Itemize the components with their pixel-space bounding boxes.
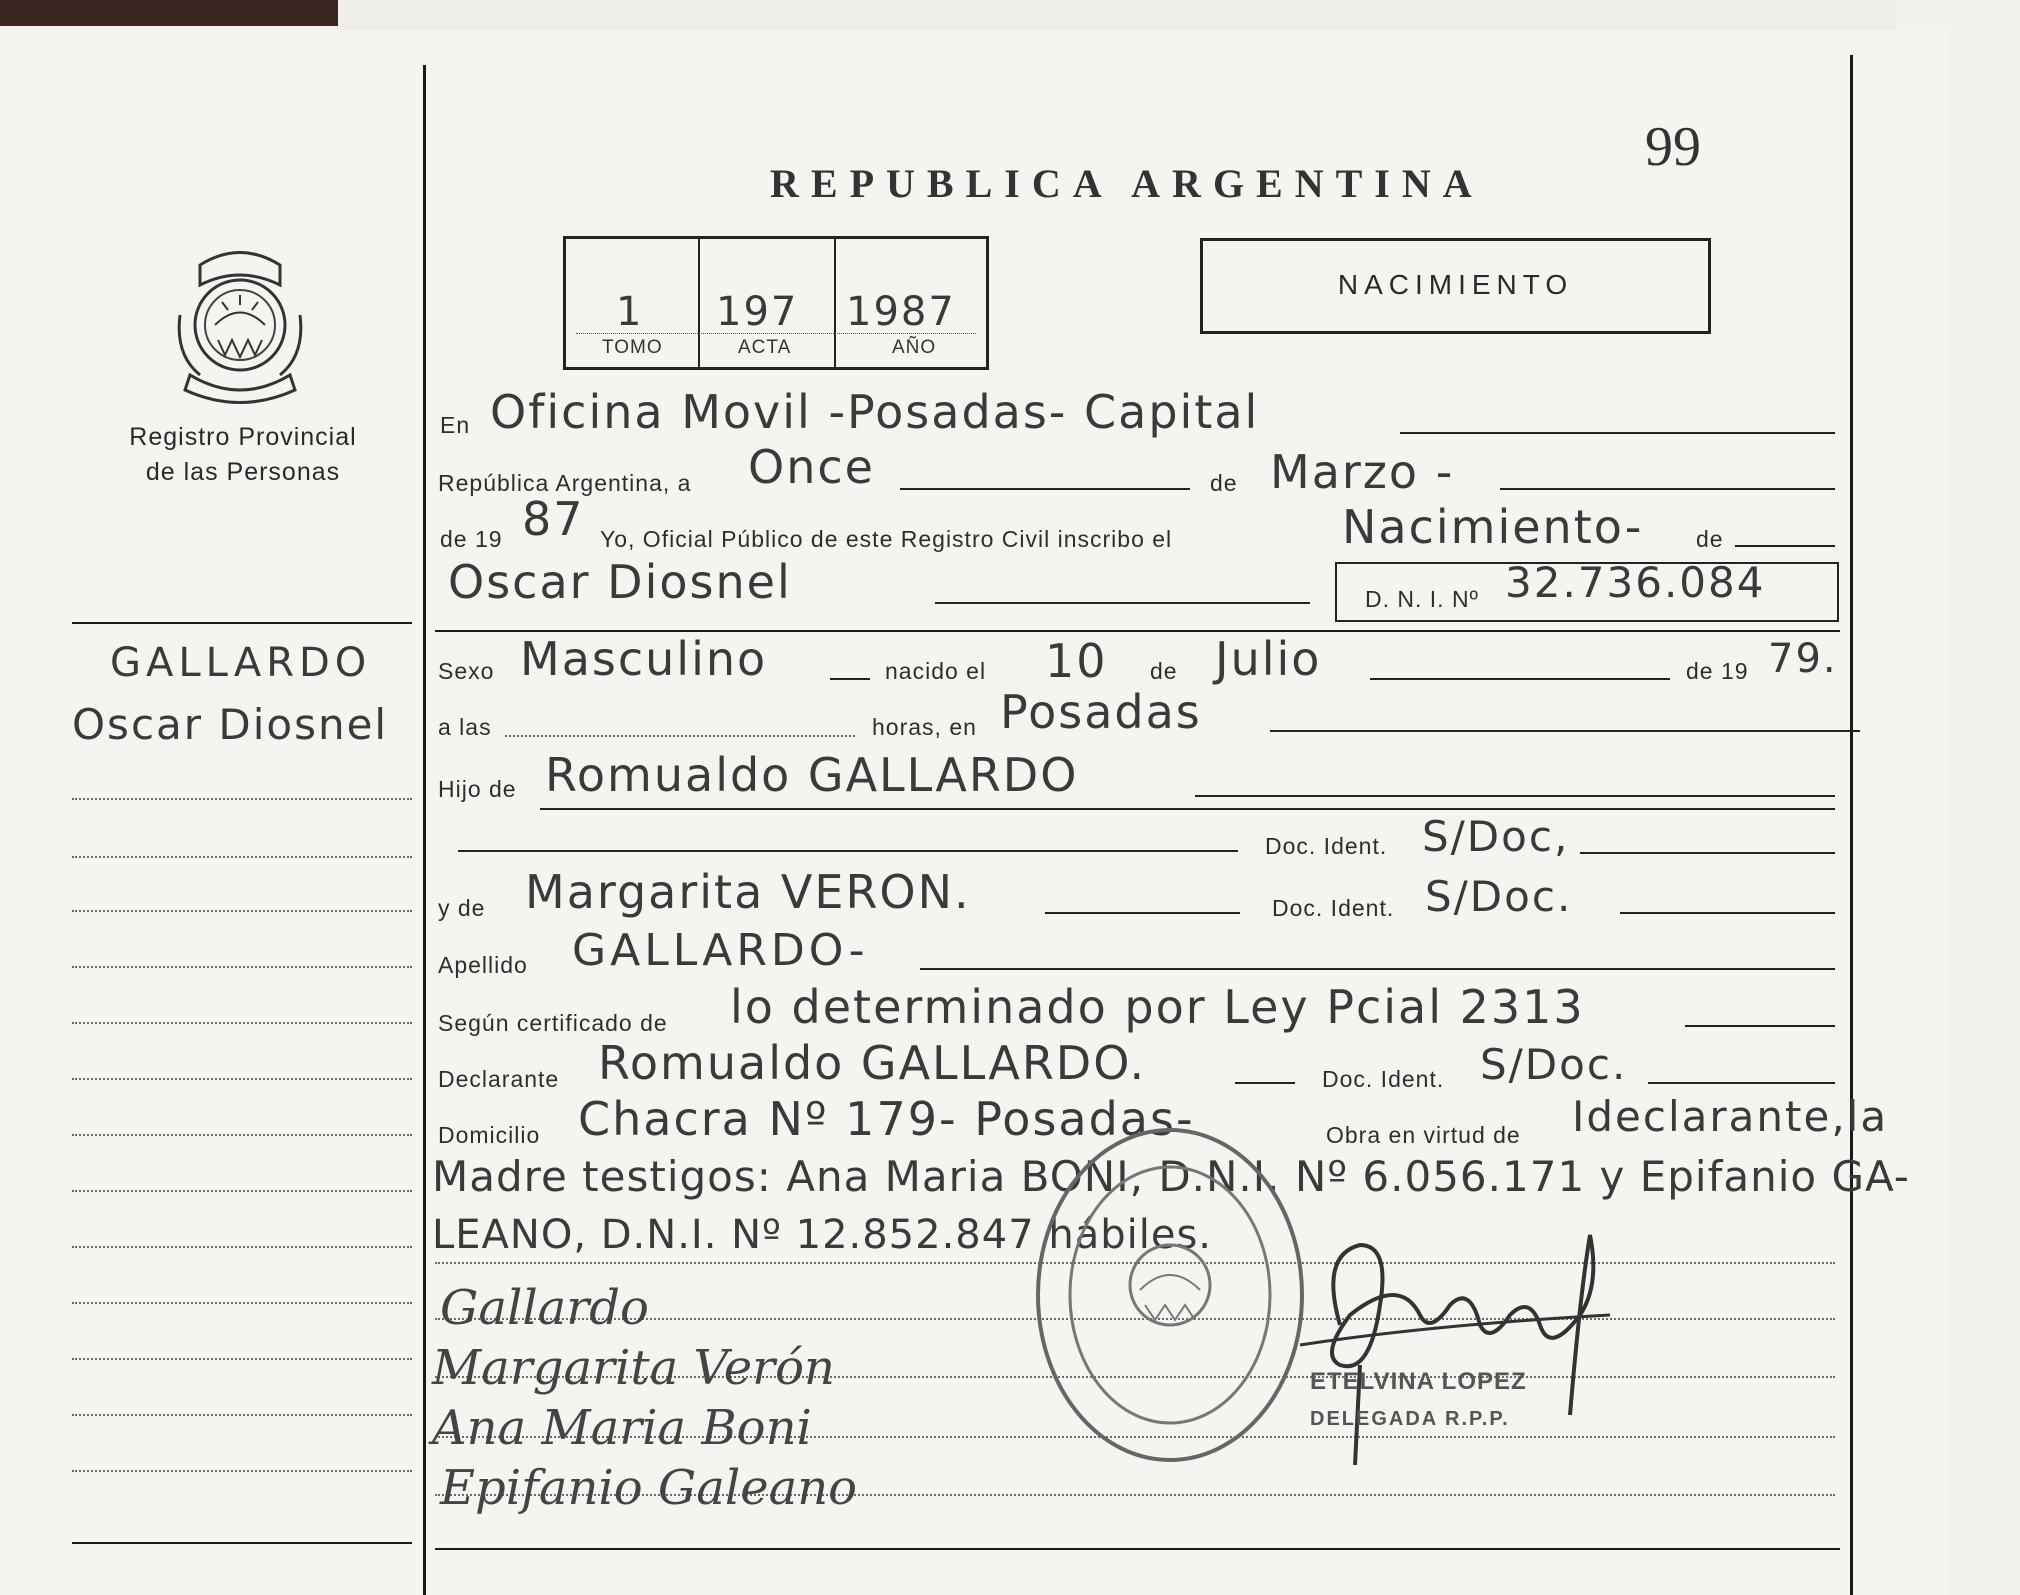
birth-month: Julio — [1215, 632, 1322, 686]
dni-label: D. N. I. Nº — [1365, 586, 1479, 612]
domicilio-value: Chacra Nº 179- Posadas- — [578, 1092, 1195, 1146]
margin-line — [72, 1302, 412, 1304]
act-type: Nacimiento- — [1342, 500, 1644, 554]
fill-line — [1270, 730, 1860, 732]
fill-line — [935, 602, 1310, 604]
father-name: Romualdo GALLARDO — [545, 748, 1079, 802]
de-label: de — [1210, 470, 1238, 496]
declarante-doc: S/Doc. — [1480, 1040, 1628, 1089]
record-id-box — [563, 236, 989, 370]
fill-line — [830, 678, 870, 680]
tomo-value: 1 — [616, 289, 644, 335]
notes-line-1: Madre testigos: Ana Maria BONI, D.N.I. Nº 6.056.171 y Epifanio GA- — [432, 1152, 1910, 1201]
margin-rule — [72, 622, 412, 624]
month-value: Marzo - — [1270, 445, 1455, 499]
person-name: Oscar Diosnel — [448, 555, 792, 609]
margin-line — [72, 1190, 412, 1192]
mother-doc-label: Doc. Ident. — [1272, 895, 1395, 921]
mother-name: Margarita VERON. — [525, 865, 971, 919]
margin-line — [72, 1470, 412, 1472]
nacido-label: nacido el — [885, 658, 987, 684]
declarante-value: Romualdo GALLARDO. — [598, 1036, 1147, 1090]
birth-place: Posadas — [1000, 685, 1202, 739]
dni-value: 32.736.084 — [1505, 558, 1766, 607]
signature-witness-1: Ana Maria Boni — [432, 1400, 812, 1456]
page-title: REPUBLICA ARGENTINA — [770, 161, 1484, 206]
mother-doc: S/Doc. — [1425, 872, 1573, 921]
birth-year-prefix: de 19 — [1686, 658, 1749, 684]
y-de-label: y de — [438, 895, 486, 921]
registry-name — [113, 420, 373, 490]
declarante-label: Declarante — [438, 1066, 560, 1092]
margin-bottom-rule — [72, 1542, 412, 1544]
margin-line — [72, 966, 412, 968]
margin-line — [72, 798, 412, 800]
signature-declarant: Gallardo — [440, 1280, 649, 1336]
page-number: 99 — [1645, 116, 1701, 178]
bottom-rule — [435, 1548, 1840, 1550]
margin-line — [72, 1358, 412, 1360]
office-value: Oficina Movil -Posadas- Capital — [490, 385, 1260, 439]
underline — [540, 808, 1835, 810]
horas-label: horas, en — [872, 714, 977, 740]
fill-line — [900, 488, 1190, 490]
official-stamp — [1030, 1120, 1310, 1470]
ano-label: AÑO — [892, 337, 937, 358]
signature-witness-2: Epifanio Galeano — [440, 1460, 858, 1516]
tomo-label: TOMO — [602, 337, 663, 358]
apellido-value: GALLARDO- — [572, 925, 869, 976]
record-type-box — [1200, 238, 1711, 334]
background-edge — [0, 0, 338, 26]
a-las-label: a las — [438, 714, 492, 740]
republic-label: República Argentina, a — [438, 470, 692, 496]
father-doc: S/Doc, — [1422, 812, 1570, 861]
fill-line — [1400, 432, 1835, 434]
margin-line — [72, 1246, 412, 1248]
fill-line — [1620, 912, 1835, 914]
ano-value: 1987 — [846, 289, 956, 335]
day-words: Once — [748, 440, 875, 494]
fill-line — [1045, 912, 1240, 914]
domicilio-label: Domicilio — [438, 1122, 541, 1148]
margin-line — [72, 1134, 412, 1136]
fill-line — [1500, 488, 1835, 490]
fill-line — [1195, 795, 1835, 797]
fill-line — [920, 968, 1835, 970]
record-type: NACIMIENTO — [1337, 269, 1574, 300]
province-seal-logo — [160, 245, 320, 405]
margin-line — [72, 1022, 412, 1024]
official-signature — [1280, 1215, 1660, 1475]
official-title: DELEGADA R.P.P. — [1310, 1408, 1510, 1430]
birth-year-suffix: 79. — [1768, 636, 1838, 682]
fill-line — [1648, 1082, 1835, 1084]
dni-box — [1335, 558, 1839, 622]
signature-mother: Margarita Verón — [432, 1340, 835, 1396]
father-doc-label: Doc. Ident. — [1265, 833, 1388, 859]
inscribo-text: Yo, Oficial Público de este Registro Civil inscribo el — [600, 526, 1173, 552]
fill-line — [1735, 545, 1835, 547]
apellido-label: Apellido — [438, 952, 528, 978]
id-divider — [834, 239, 836, 367]
fill-line — [458, 850, 1238, 852]
margin-line — [72, 856, 412, 858]
column-divider — [423, 65, 426, 1595]
id-baseline — [576, 333, 976, 334]
obra-label: Obra en virtud de — [1326, 1122, 1521, 1148]
registry-name-line2: de las Personas — [145, 458, 341, 486]
birth-day: 10 — [1045, 634, 1108, 688]
acta-label: ACTA — [738, 337, 792, 358]
acta-value: 197 — [716, 289, 799, 335]
segun-label: Según certificado de — [438, 1010, 668, 1036]
margin-line — [72, 910, 412, 912]
obra-value: Ideclarante,la — [1572, 1092, 1889, 1141]
fill-line — [1235, 1082, 1295, 1084]
fill-line — [1580, 852, 1835, 854]
de-label-2: de — [1696, 526, 1724, 552]
official-name: ETELVINA LOPEZ — [1310, 1368, 1527, 1395]
notes-line-2: LEANO, D.N.I. Nº 12.852.847 hábiles. — [432, 1212, 1213, 1258]
declarante-doc-label: Doc. Ident. — [1322, 1066, 1445, 1092]
sexo-value: Masculino — [520, 632, 768, 686]
sexo-label: Sexo — [438, 658, 495, 684]
fill-line — [1685, 1025, 1835, 1027]
margin-line — [72, 1078, 412, 1080]
segun-value: lo determinado por Ley Pcial 2313 — [730, 980, 1585, 1034]
margin-surname: GALLARDO — [110, 640, 372, 686]
en-label: En — [440, 412, 471, 438]
hour-line — [505, 735, 855, 737]
fill-line — [1370, 678, 1670, 680]
margin-line — [72, 1414, 412, 1416]
de-label-3: de — [1150, 658, 1178, 684]
right-border — [1850, 55, 1853, 1595]
year-prefix: de 19 — [440, 526, 503, 552]
registry-name-line1: Registro Provincial — [129, 423, 357, 451]
id-divider — [698, 239, 700, 367]
hijo-label: Hijo de — [438, 776, 517, 802]
margin-given-names: Oscar Diosnel — [72, 700, 389, 749]
year-suffix: 87 — [522, 492, 585, 546]
